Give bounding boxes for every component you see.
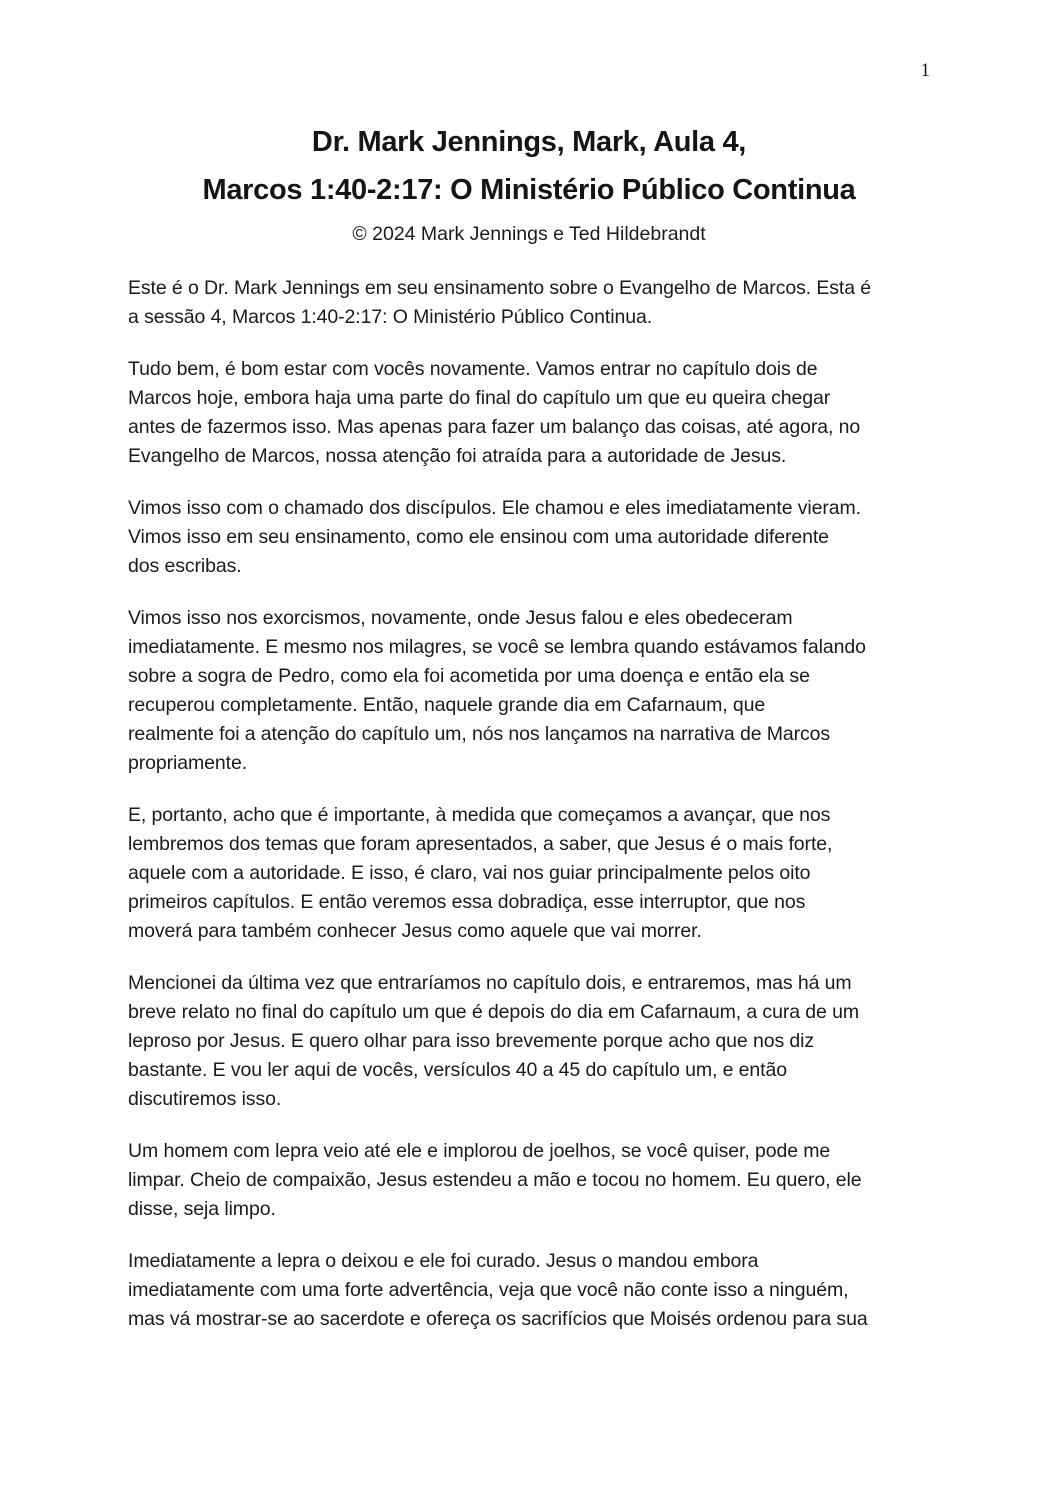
text-line: Tudo bem, é bom estar com vocês novamente. Vamos entrar no capítulo dois de [128,358,818,380]
text-line: Este é o Dr. Mark Jennings em seu ensinamento sobre o Evangelho de Marcos. Esta é [128,277,872,299]
text-line: primeiros capítulos. E então veremos essa dobradiça, esse interruptor, que nos [128,891,806,913]
text-line: Marcos hoje, embora haja uma parte do final do capítulo um que eu queira chegar [128,387,831,409]
text-line: imediatamente com uma forte advertência, veja que você não conte isso a ninguém, [128,1279,849,1301]
text-line: Um homem com lepra veio até ele e implorou de joelhos, se você quiser, pode me [128,1140,831,1162]
text-line: sobre a sogra de Pedro, como ela foi acometida por uma doença e então ela se [128,665,810,687]
text-line: Evangelho de Marcos, nossa atenção foi atraída para a autoridade de Jesus. [128,445,787,467]
text-line: breve relato no final do capítulo um que é depois do dia em Cafarnaum, a cura de um [128,1001,859,1023]
text-line: Vimos isso nos exorcismos, novamente, onde Jesus falou e eles obedeceram [128,607,793,629]
text-line: Imediatamente a lepra o deixou e ele foi curado. Jesus o mandou embora [128,1250,759,1272]
paragraph-6 [128,969,958,1114]
text-line: antes de fazermos isso. Mas apenas para fazer um balanço das coisas, até agora, no [128,416,861,438]
text-line: leproso por Jesus. E quero olhar para isso brevemente porque acho que nos diz [128,1030,815,1052]
document-title [0,118,1058,214]
paragraph-1 [128,274,958,332]
text-line: dos escribas. [128,555,242,577]
paragraph-3 [128,494,958,581]
text-line: mas vá mostrar-se ao sacerdote e ofereça os sacrifícios que Moisés ordenou para sua [128,1308,868,1330]
document-body [128,274,958,1357]
text-line: imediatamente. E mesmo nos milagres, se você se lembra quando estávamos falando [128,636,866,658]
text-line: bastante. E vou ler aqui de vocês, versículos 40 a 45 do capítulo um, e então [128,1059,787,1081]
paragraph-5 [128,801,958,946]
text-line: lembremos dos temas que foram apresentados, a saber, que Jesus é o mais forte, [128,833,833,855]
text-line: aquele com a autoridade. E isso, é claro, vai nos guiar principalmente pelos oito [128,862,811,884]
title-line-2: Marcos 1:40-2:17: O Ministério Público Continua [202,174,856,206]
text-line: Vimos isso em seu ensinamento, como ele ensinou com uma autoridade diferente [128,526,829,548]
text-line: moverá para também conhecer Jesus como aquele que vai morrer. [128,920,702,942]
text-line: Mencionei da última vez que entraríamos no capítulo dois, e entraremos, mas há um [128,972,852,994]
paragraph-2 [128,355,958,471]
text-line: limpar. Cheio de compaixão, Jesus estendeu a mão e tocou no homem. Eu quero, ele [128,1169,862,1191]
paragraph-7 [128,1137,958,1224]
paragraph-4 [128,604,958,778]
paragraph-8 [128,1247,958,1334]
copyright-line: © 2024 Mark Jennings e Ted Hildebrandt [352,223,706,245]
text-line: propriamente. [128,752,248,774]
text-line: discutiremos isso. [128,1088,282,1110]
text-line: Vimos isso com o chamado dos discípulos. Ele chamou e eles imediatamente vieram. [128,497,861,519]
title-line-1: Dr. Mark Jennings, Mark, Aula 4, [311,126,747,158]
page-number: 1 [920,60,930,81]
text-line: recuperou completamente. Então, naquele grande dia em Cafarnaum, que [128,694,766,716]
text-line: disse, seja limpo. [128,1198,276,1220]
text-line: a sessão 4, Marcos 1:40-2:17: O Ministério Público Continua. [128,306,653,328]
text-line: realmente foi a atenção do capítulo um, nós nos lançamos na narrativa de Marcos [128,723,831,745]
text-line: E, portanto, acho que é importante, à medida que começamos a avançar, que nos [128,804,831,826]
